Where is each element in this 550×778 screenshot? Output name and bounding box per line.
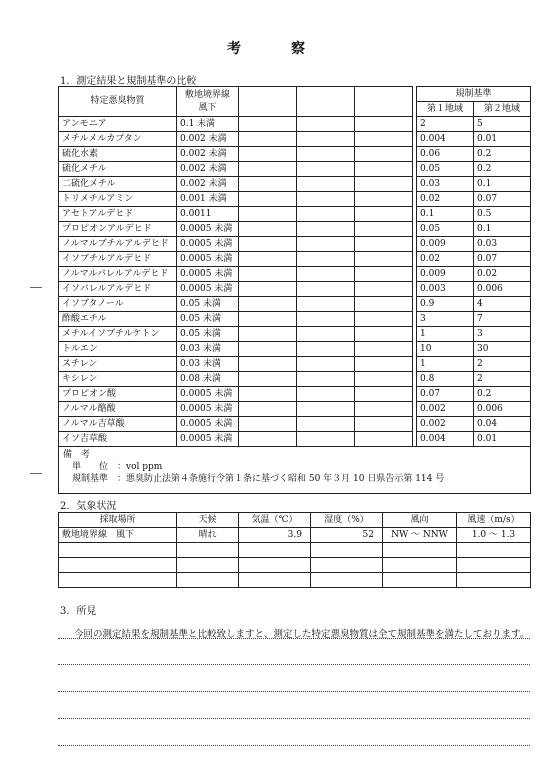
blank-cell (297, 372, 355, 387)
zone2-limit: 0.2 (474, 387, 531, 402)
header-boundary-line1: 敷地境界線 (184, 89, 230, 100)
blank-cell (297, 417, 355, 432)
blank-cell (297, 252, 355, 267)
zone1-limit: 0.003 (417, 282, 474, 297)
blank-cell (355, 207, 413, 222)
blank-cell (297, 297, 355, 312)
table-row (59, 432, 531, 447)
zone2-limit: 2 (474, 357, 531, 372)
blank-cell (355, 402, 413, 417)
weather-header-wind-speed: 風速（m/s） (457, 513, 531, 528)
measured-value: 0.03 未満 (177, 357, 239, 372)
zone2-limit: 5 (474, 117, 531, 132)
blank-cell (239, 417, 297, 432)
substance-name: イソ吉草酸 (59, 432, 177, 447)
substance-name: スチレン (59, 357, 177, 372)
table-row (59, 252, 531, 267)
zone2-limit: 0.07 (474, 252, 531, 267)
weather-empty-cell (239, 558, 311, 573)
substance-name: 酢酸エチル (59, 312, 177, 327)
blank-cell (297, 402, 355, 417)
blank-cell (239, 357, 297, 372)
substance-name: 硫化水素 (59, 147, 177, 162)
weather-header-humidity: 湿度（%） (311, 513, 383, 528)
substance-name: キシレン (59, 372, 177, 387)
table-row (59, 402, 531, 417)
blank-cell (297, 282, 355, 297)
blank-cell (239, 282, 297, 297)
blank-cell (355, 192, 413, 207)
weather-header-wind-direction: 風向 (383, 513, 457, 528)
notes-row (59, 447, 531, 494)
substance-name: ノルマルブチルアルデヒド (59, 237, 177, 252)
blank-cell (297, 132, 355, 147)
zone1-limit: 3 (417, 312, 474, 327)
substance-name: メチルメルカプタン (59, 132, 177, 147)
measured-value: 0.05 未満 (177, 312, 239, 327)
measured-value: 0.001 未満 (177, 192, 239, 207)
notes-standard: 規制基準 ：悪臭防止法第４条施行令第１条に基づく昭和 50 年３月 10 日県告示第 114 号 (63, 474, 445, 484)
table-row (59, 132, 531, 147)
weather-empty-cell (383, 558, 457, 573)
measured-value: 0.0005 未満 (177, 222, 239, 237)
weather-wind-direction: NW ～ NNW (383, 528, 457, 543)
page-title: 考 察 (227, 41, 323, 57)
measured-value: 0.0005 未満 (177, 432, 239, 447)
table-row (59, 192, 531, 207)
zone1-limit: 0.05 (417, 162, 474, 177)
substance-name: ノルマル酪酸 (59, 402, 177, 417)
notes-heading: 備 考 (63, 450, 91, 460)
zone1-limit: 0.009 (417, 237, 474, 252)
weather-empty-cell (383, 543, 457, 558)
measured-value: 0.03 未満 (177, 342, 239, 357)
blank-cell (239, 117, 297, 132)
table-row (59, 327, 531, 342)
weather-header-weather: 天候 (177, 513, 239, 528)
measured-value: 0.002 未満 (177, 147, 239, 162)
blank-cell (355, 177, 413, 192)
blank-cell (239, 177, 297, 192)
measured-value: 0.0005 未満 (177, 252, 239, 267)
table-row (59, 117, 531, 132)
zone1-limit: 0.002 (417, 402, 474, 417)
zone2-limit: 0.01 (474, 132, 531, 147)
table-row (59, 147, 531, 162)
weather-empty-cell (311, 573, 383, 588)
blank-cell (355, 372, 413, 387)
section3-heading: 3．所見 (60, 606, 97, 617)
zone2-limit: 0.2 (474, 147, 531, 162)
measured-value: 0.0005 未満 (177, 417, 239, 432)
weather-header-location: 採取場所 (59, 513, 177, 528)
blank-cell (355, 297, 413, 312)
substance-name: プロピオンアルデヒド (59, 222, 177, 237)
weather-table (58, 512, 531, 588)
blank-cell (355, 342, 413, 357)
comparison-table (58, 86, 531, 494)
blank-cell (239, 267, 297, 282)
substance-name: トルエン (59, 342, 177, 357)
blank-cell (239, 207, 297, 222)
weather-empty-cell (177, 543, 239, 558)
blank-cell (239, 222, 297, 237)
table-row (59, 387, 531, 402)
measured-value: 0.002 未満 (177, 132, 239, 147)
section2-heading: 2．気象状況 (60, 501, 117, 512)
blank-cell (239, 372, 297, 387)
zone1-limit: 10 (417, 342, 474, 357)
table-row (59, 267, 531, 282)
blank-cell (297, 117, 355, 132)
weather-empty-cell (59, 558, 177, 573)
finding-text: 今回の測定結果を規制基準と比較致しますと、測定した特定悪臭物質は全て規制基準を満たしております。 (74, 629, 530, 640)
zone1-limit: 0.06 (417, 147, 474, 162)
weather-empty-cell (383, 573, 457, 588)
blank-cell (239, 147, 297, 162)
dotted-rule (58, 664, 530, 665)
table-row (59, 177, 531, 192)
blank-cell (239, 297, 297, 312)
blank-cell (355, 147, 413, 162)
table-row (59, 342, 531, 357)
header-substance: 特定悪臭物質 (59, 87, 177, 117)
substance-name: メチルイソブチルケトン (59, 327, 177, 342)
blank-cell (355, 267, 413, 282)
weather-empty-cell (457, 543, 531, 558)
substance-name: イソバレルアルデヒド (59, 282, 177, 297)
weather-empty-cell (59, 543, 177, 558)
blank-cell (297, 357, 355, 372)
header-blank-2 (297, 87, 355, 117)
zone2-limit: 0.5 (474, 207, 531, 222)
blank-cell (355, 387, 413, 402)
dotted-rule (58, 718, 530, 719)
zone1-limit: 0.05 (417, 222, 474, 237)
measured-value: 0.0011 (177, 207, 239, 222)
substance-name: プロピオン酸 (59, 387, 177, 402)
weather-temperature: 3.9 (239, 528, 311, 543)
blank-cell (239, 252, 297, 267)
measured-value: 0.002 未満 (177, 162, 239, 177)
dotted-rule (58, 745, 530, 746)
blank-cell (355, 312, 413, 327)
measured-value: 0.0005 未満 (177, 402, 239, 417)
zone1-limit: 2 (417, 117, 474, 132)
substance-name: 二硫化メチル (59, 177, 177, 192)
table-row (59, 162, 531, 177)
weather-wind-speed: 1.0 ～ 1.3 (457, 528, 531, 543)
blank-cell (355, 417, 413, 432)
zone1-limit: 0.9 (417, 297, 474, 312)
header-zone1: 第１地域 (417, 102, 474, 117)
blank-cell (239, 312, 297, 327)
substance-name: 硫化メチル (59, 162, 177, 177)
weather-condition: 晴れ (177, 528, 239, 543)
dotted-rule (58, 691, 530, 692)
zone1-limit: 0.8 (417, 372, 474, 387)
zone1-limit: 0.02 (417, 192, 474, 207)
blank-cell (239, 342, 297, 357)
blank-cell (297, 387, 355, 402)
blank-cell (297, 147, 355, 162)
weather-empty-cell (177, 558, 239, 573)
header-blank-3 (355, 87, 413, 117)
measured-value: 0.08 未満 (177, 372, 239, 387)
header-boundary-line2: 風下 (198, 102, 217, 113)
blank-cell (355, 282, 413, 297)
blank-cell (297, 192, 355, 207)
table-row (59, 417, 531, 432)
blank-cell (239, 162, 297, 177)
weather-empty-cell (239, 573, 311, 588)
weather-empty-cell (457, 573, 531, 588)
notes-cell (59, 447, 531, 494)
blank-cell (297, 162, 355, 177)
zone1-limit: 0.002 (417, 417, 474, 432)
measured-value: 0.002 未満 (177, 177, 239, 192)
table-row (59, 312, 531, 327)
weather-empty-cell (239, 543, 311, 558)
margin-mark (30, 473, 42, 474)
weather-header-temperature: 気温（℃） (239, 513, 311, 528)
zone2-limit: 0.006 (474, 282, 531, 297)
blank-cell (239, 327, 297, 342)
section1-heading: 1．測定結果と規制基準の比較 (60, 76, 197, 87)
measured-value: 0.0005 未満 (177, 387, 239, 402)
blank-cell (355, 162, 413, 177)
measured-value: 0.05 未満 (177, 297, 239, 312)
blank-cell (239, 192, 297, 207)
zone2-limit: 0.006 (474, 402, 531, 417)
notes-unit: 単 位 ：vol ppm (63, 462, 163, 472)
table-row (59, 357, 531, 372)
zone2-limit: 0.02 (474, 267, 531, 282)
zone2-limit: 30 (474, 342, 531, 357)
blank-cell (355, 132, 413, 147)
dotted-rule (58, 638, 530, 639)
substance-name: ノルマルバレルアルデヒド (59, 267, 177, 282)
blank-cell (355, 117, 413, 132)
weather-empty-cell (457, 558, 531, 573)
blank-cell (239, 387, 297, 402)
zone1-limit: 0.004 (417, 432, 474, 447)
zone1-limit: 0.03 (417, 177, 474, 192)
zone1-limit: 0.009 (417, 267, 474, 282)
weather-empty-cell (59, 573, 177, 588)
table-row (59, 207, 531, 222)
substance-name: イソブチルアルデヒド (59, 252, 177, 267)
blank-cell (297, 222, 355, 237)
zone1-limit: 0.07 (417, 387, 474, 402)
table-row (59, 282, 531, 297)
blank-cell (355, 357, 413, 372)
table-row (59, 222, 531, 237)
weather-empty-cell (311, 543, 383, 558)
substance-name: ノルマル吉草酸 (59, 417, 177, 432)
zone2-limit: 7 (474, 312, 531, 327)
zone1-limit: 0.1 (417, 207, 474, 222)
blank-cell (239, 237, 297, 252)
header-blank-1 (239, 87, 297, 117)
table-row (59, 372, 531, 387)
zone2-limit: 2 (474, 372, 531, 387)
zone1-limit: 1 (417, 357, 474, 372)
blank-cell (297, 432, 355, 447)
blank-cell (239, 132, 297, 147)
blank-cell (355, 237, 413, 252)
blank-cell (297, 312, 355, 327)
zone2-limit: 0.03 (474, 237, 531, 252)
zone2-limit: 0.1 (474, 222, 531, 237)
zone2-limit: 4 (474, 297, 531, 312)
blank-cell (239, 402, 297, 417)
zone2-limit: 0.1 (474, 177, 531, 192)
blank-cell (355, 222, 413, 237)
substance-name: アセトアルデヒド (59, 207, 177, 222)
substance-name: アンモニア (59, 117, 177, 132)
weather-empty-cell (177, 573, 239, 588)
blank-cell (297, 327, 355, 342)
blank-cell (297, 207, 355, 222)
blank-cell (355, 327, 413, 342)
weather-location: 敷地境界線 風下 (59, 528, 177, 543)
zone1-limit: 0.004 (417, 132, 474, 147)
margin-mark (30, 287, 42, 288)
table-row (59, 297, 531, 312)
zone2-limit: 0.01 (474, 432, 531, 447)
zone1-limit: 1 (417, 327, 474, 342)
zone2-limit: 0.04 (474, 417, 531, 432)
header-boundary (177, 87, 239, 117)
blank-cell (297, 267, 355, 282)
measured-value: 0.0005 未満 (177, 237, 239, 252)
measured-value: 0.0005 未満 (177, 282, 239, 297)
blank-cell (297, 342, 355, 357)
blank-cell (297, 237, 355, 252)
blank-cell (355, 432, 413, 447)
zone2-limit: 0.07 (474, 192, 531, 207)
blank-cell (239, 432, 297, 447)
table-row (59, 237, 531, 252)
zone1-limit: 0.02 (417, 252, 474, 267)
zone2-limit: 3 (474, 327, 531, 342)
measured-value: 0.05 未満 (177, 327, 239, 342)
substance-name: イソブタノール (59, 297, 177, 312)
blank-cell (355, 252, 413, 267)
blank-cell (297, 177, 355, 192)
header-regulation: 規制基準 (417, 87, 531, 102)
measured-value: 0.0005 未満 (177, 267, 239, 282)
zone2-limit: 0.2 (474, 162, 531, 177)
weather-humidity: 52 (311, 528, 383, 543)
weather-empty-cell (311, 558, 383, 573)
substance-name: トリメチルアミン (59, 192, 177, 207)
measured-value: 0.1 未満 (177, 117, 239, 132)
header-zone2: 第２地域 (474, 102, 531, 117)
